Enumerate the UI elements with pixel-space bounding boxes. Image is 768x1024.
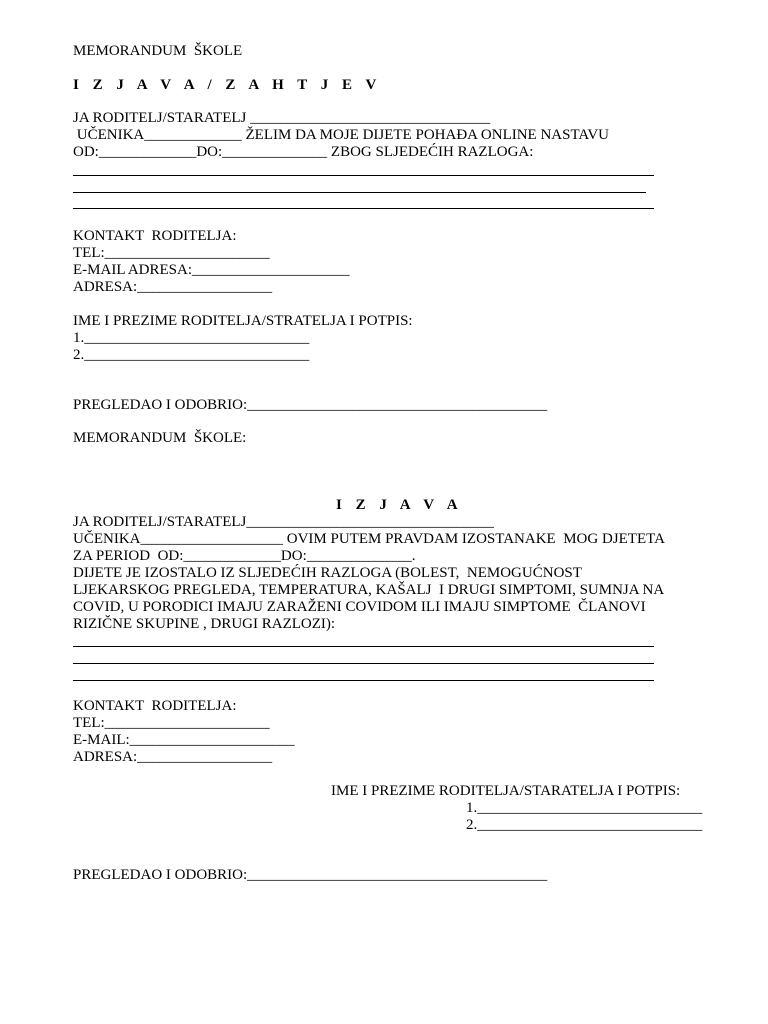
- tel-field: TEL:______________________: [73, 245, 270, 261]
- reason-blank-line: [73, 175, 654, 176]
- contact-heading: KONTAKT RODITELJA:: [73, 228, 237, 244]
- email-field: E-MAIL:______________________: [73, 732, 295, 748]
- reviewed-approved-line: PREGLEDAO I ODOBRIO:________________________________________: [73, 397, 548, 413]
- contact-heading: KONTAKT RODITELJA:: [73, 698, 237, 714]
- parent-name-line: JA RODITELJ/STARATELJ ________________________________: [73, 110, 491, 126]
- reason-blank-line: [73, 663, 654, 664]
- reason-text-line: LJEKARSKOG PREGLEDA, TEMPERATURA, KAŠALJ I DRUGI SIMPTOMI, SUMNJA NA: [73, 582, 665, 598]
- student-online-line: UČENIKA_____________ ŽELIM DA MOJE DIJETE POHAĐA ONLINE NASTAVU: [73, 127, 610, 143]
- email-field: E-MAIL ADRESA:_____________________: [73, 262, 350, 278]
- reason-text-line: COVID, U PORODICI IMAJU ZARAŽENI COVIDOM ILI IMAJU SIMPTOME ČLANOVI: [73, 599, 646, 615]
- address-field: ADRESA:__________________: [73, 279, 273, 295]
- memorandum-header: MEMORANDUM ŠKOLE:: [73, 430, 247, 446]
- student-absence-line: UČENIKA___________________ OVIM PUTEM PRAVDAM IZOSTANAKE MOG DJETETA: [73, 531, 665, 547]
- reviewed-approved-line: PREGLEDAO I ODOBRIO:________________________________________: [73, 867, 548, 883]
- signature-heading: IME I PREZIME RODITELJA/STARATELJA I POTPIS:: [331, 783, 681, 799]
- reason-blank-line: [73, 208, 654, 209]
- memorandum-header: MEMORANDUM ŠKOLE: [73, 43, 243, 59]
- signature-line-1: 1.______________________________: [466, 800, 703, 816]
- reason-text-line: RIZIČNE SKUPINE , DRUGI RAZLOZI):: [73, 616, 336, 632]
- form-title-izjava-zahtjev: I Z J A V A / Z A H T J E V: [73, 77, 382, 93]
- signature-line-1: 1.______________________________: [73, 330, 310, 346]
- date-range-reason-line: OD:_____________DO:______________ ZBOG SLJEDEĆIH RAZLOGA:: [73, 144, 534, 160]
- parent-name-line: JA RODITELJ/STARATELJ_________________________________: [73, 514, 494, 530]
- reason-text-line: DIJETE JE IZOSTALO IZ SLJEDEĆIH RAZLOGA (BOLEST, NEMOGUĆNOST: [73, 565, 582, 581]
- reason-blank-line: [73, 646, 654, 647]
- signature-heading: IME I PREZIME RODITELJA/STRATELJA I POTPIS:: [73, 313, 413, 329]
- period-line: ZA PERIOD OD:_____________DO:______________.: [73, 548, 416, 564]
- tel-field: TEL:______________________: [73, 715, 270, 731]
- signature-line-2: 2.______________________________: [466, 817, 703, 833]
- signature-line-2: 2.______________________________: [73, 347, 310, 363]
- reason-blank-line: [73, 192, 646, 193]
- reason-blank-line: [73, 680, 654, 681]
- form-title-izjava: I Z J A V A: [336, 497, 463, 513]
- address-field: ADRESA:__________________: [73, 749, 273, 765]
